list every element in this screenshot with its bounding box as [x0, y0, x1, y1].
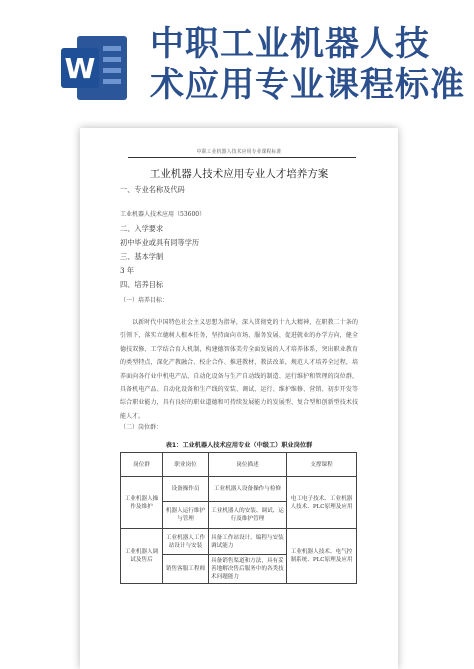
subsection-heading: （二）岗位群：	[120, 424, 163, 431]
job-cell: 工业机器人工作站设计与安装	[163, 529, 209, 555]
word-document-icon	[55, 28, 135, 108]
running-header: 中职工业机器人技术应用专业课程标准	[196, 149, 282, 155]
job-group-cell: 工业机器人操作及维护	[121, 477, 163, 529]
svg-text:W: W	[64, 52, 96, 85]
banner-title-line2: 术应用专业课程标准	[150, 65, 465, 105]
job-cell: 销售客服工程师	[163, 555, 209, 584]
column-header: 岗位群	[121, 453, 163, 477]
section-heading: 三、基本学制	[120, 252, 164, 261]
header-rule	[128, 157, 356, 158]
job-group-table	[120, 452, 357, 584]
description-cell: 具备销售渠道和方法，具有妥善地解决售后服务中的各类技术问题能力	[209, 555, 287, 584]
description-cell: 工业机器人的安装、调试、运行及维护管理	[209, 502, 287, 529]
section-heading: 二、入学要求	[120, 224, 164, 233]
section-body: 初中毕业或具有同等学历	[120, 238, 200, 247]
training-goal-paragraph: 以新时代中国特色社会主义思想为指导，深入贯彻党的十九大精神，在职教二十条的引领下，落实立德树人根本任务，坚持面向市场、服务发展、促进就业的办学方向，健全德技双修、工学结合育人机制，构建德智体美劳全面发展的人才培养体系，突出职业教育的类型特点，深化产教融合、校企合作、推进教材、教法改革，规范人才培养全过程，培养面向各行业中机电产品、自动化设备与生产自动线的制造、运行维护和管理的岗位群，具备机电产品、自动化设备和生产线的安装、调试、运行、维护维修、营销、初步开发等综合职业能力，具有良好的职业道德和可持续发展能力的发展型、复合型和创新型技术技能人才。	[120, 319, 358, 420]
course-cell: 工业机器人技术、电气控制系统、PLC原理及应用	[287, 529, 357, 584]
job-cell: 机器人运行维护与管理	[163, 502, 209, 529]
banner-title-line1: 中职工业机器人技	[150, 24, 430, 64]
section-body: 3 年	[120, 266, 135, 275]
section-heading: 一、专业名称及代码	[120, 185, 185, 194]
description-cell: 具备工作站设计、编程与安装调试能力	[209, 529, 287, 555]
column-header: 支撑课程	[287, 453, 357, 477]
title-banner	[0, 0, 474, 112]
table-caption: 表1：工业机器人技术应用专业（中级工）职业岗位群	[165, 442, 313, 449]
job-cell: 设备操作员	[163, 477, 209, 502]
section-heading: 四、培养目标	[120, 280, 164, 289]
course-cell: 电工电子技术、工业机器人技术、PLC原理及应用	[287, 477, 357, 529]
section-body: 工业机器人技术应用（53600）	[120, 211, 206, 218]
table-header-row	[121, 453, 357, 477]
table-row	[121, 477, 357, 502]
document-title: 工业机器人技术应用专业人才培养方案	[149, 168, 329, 180]
column-header: 岗位描述	[209, 453, 287, 477]
job-group-cell: 工业机器人调试及售后	[121, 529, 163, 584]
document-page	[80, 128, 398, 669]
banner-title	[150, 24, 470, 106]
description-cell: 工业机器人设备操作与检修	[209, 477, 287, 502]
table-row	[121, 529, 357, 555]
column-header: 职业岗位	[163, 453, 209, 477]
subsection-heading: （一）培养目标：	[120, 297, 169, 304]
